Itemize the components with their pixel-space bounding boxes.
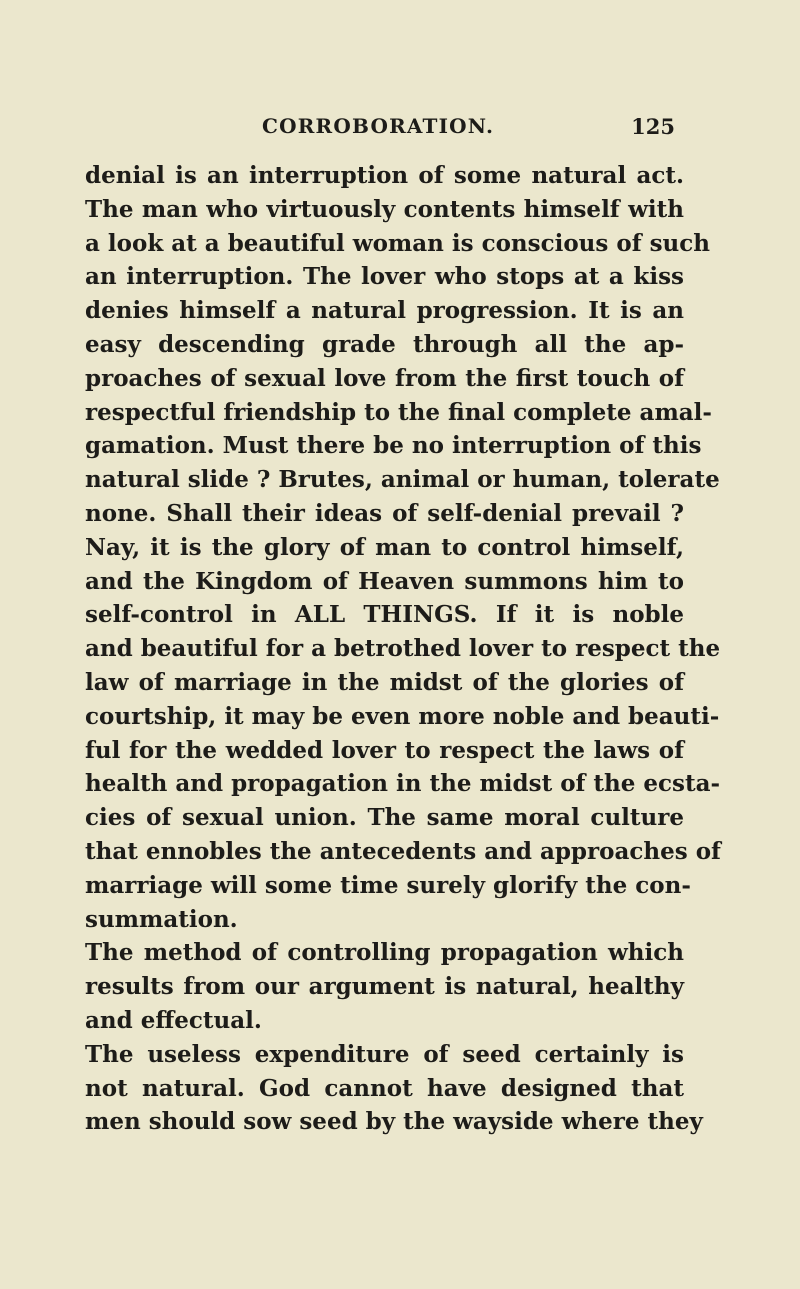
- text-line: easy descending grade through all the ap-: [85, 330, 684, 358]
- text-line: The man who virtuously contents himself with: [85, 195, 684, 223]
- text-line: men should sow seed by the wayside where they: [85, 1108, 703, 1136]
- text-line: The method of controlling propagation which: [85, 939, 684, 967]
- text-line: self-control in ALL THINGS. If it is noble: [85, 601, 684, 629]
- page-number: 125: [631, 114, 675, 139]
- text-line: summation.: [85, 905, 238, 933]
- text-line: courtship, it may be even more noble and beauti-: [85, 702, 720, 730]
- running-head: [85, 114, 675, 146]
- text-line: and the Kingdom of Heaven summons him to: [85, 567, 684, 595]
- text-line: denial is an interruption of some natural act.: [85, 162, 684, 189]
- text-line: ful for the wedded lover to respect the laws of: [85, 736, 684, 764]
- text-line: a look at a beautiful woman is conscious of such: [85, 229, 710, 257]
- text-line: marriage will some time surely glorify the con-: [85, 871, 691, 899]
- text-line: natural slide ? Brutes, animal or human, tolerate: [85, 466, 720, 494]
- chapter-title: CORROBORATION.: [262, 114, 495, 138]
- text-line: gamation. Must there be no interruption of this: [85, 432, 702, 460]
- text-line: results from our argument is natural, healthy: [85, 973, 684, 1001]
- text-line: Nay, it is the glory of man to control himself,: [85, 533, 684, 561]
- text-line: that ennobles the antecedents and approaches of: [85, 837, 721, 865]
- text-line: cies of sexual union. The same moral culture: [85, 804, 684, 832]
- text-line: respectful friendship to the final complete amal-: [85, 398, 712, 426]
- text-line: The useless expenditure of seed certainly is: [85, 1040, 684, 1068]
- body-text: [85, 159, 721, 1139]
- text-line: and beautiful for a betrothed lover to respect the: [85, 635, 721, 663]
- text-line: and effectual.: [85, 1006, 262, 1034]
- text-line: proaches of sexual love from the first touch of: [85, 364, 684, 392]
- text-line: law of marriage in the midst of the glories of: [85, 668, 684, 696]
- text-line: none. Shall their ideas of self-denial prevail ?: [85, 499, 684, 527]
- text-line: an interruption. The lover who stops at a kiss: [85, 263, 684, 291]
- text-line: not natural. God cannot have designed that: [85, 1074, 684, 1102]
- text-line: health and propagation in the midst of the ecsta-: [85, 770, 721, 798]
- text-line: denies himself a natural progression. It is an: [85, 297, 684, 325]
